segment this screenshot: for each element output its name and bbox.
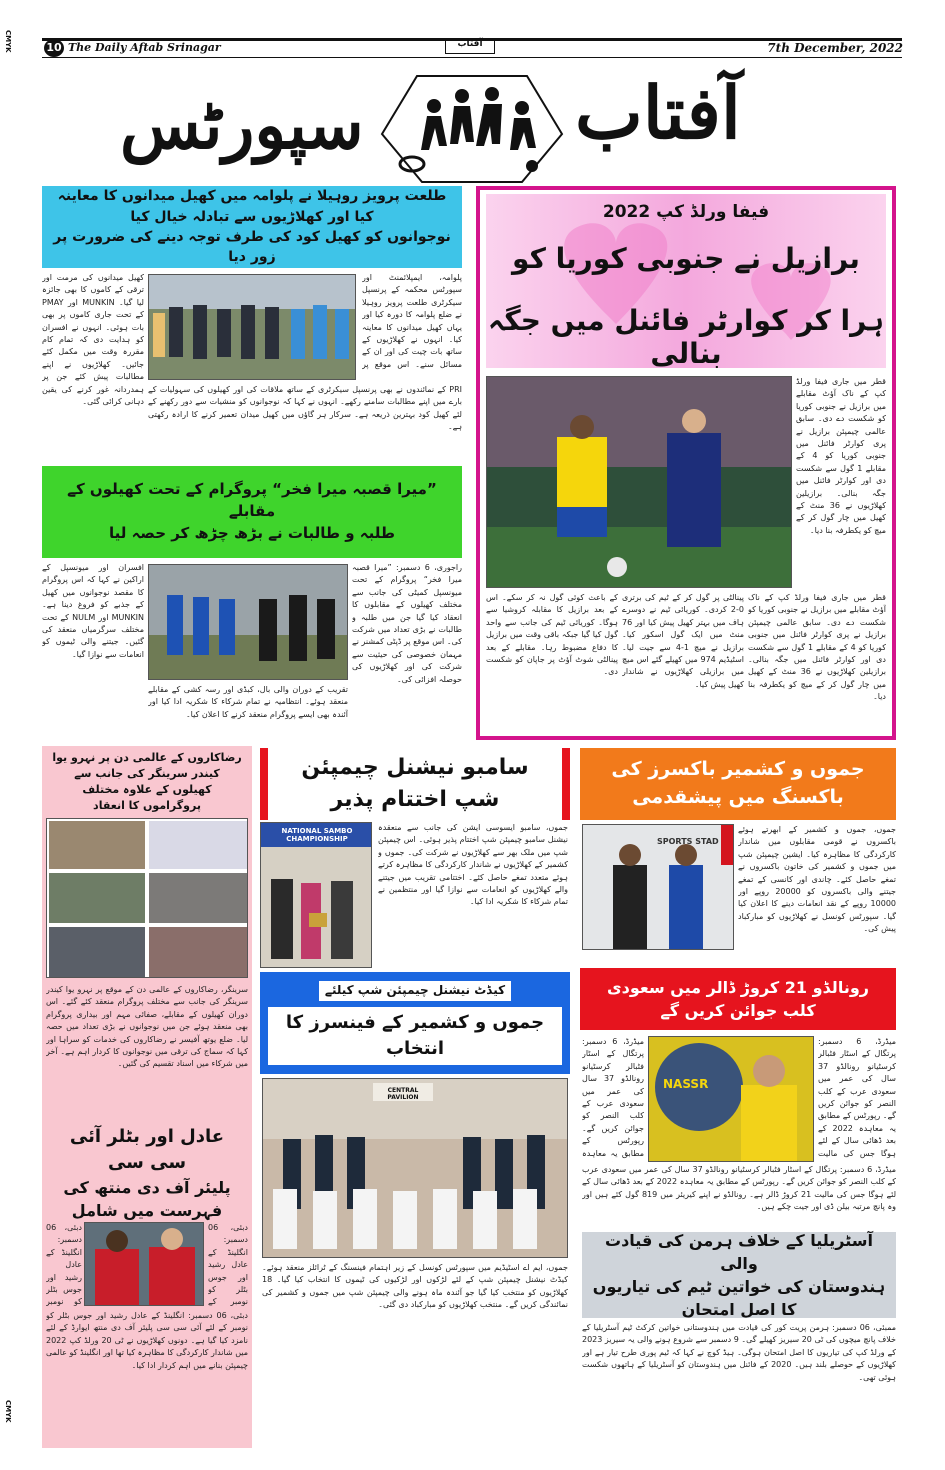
issue-date: 7th December, 2022 <box>767 41 903 55</box>
boxing-photo <box>582 824 734 950</box>
cadet-sign: CENTRAL PAVILION <box>387 1087 419 1101</box>
cadet-headline-banner <box>260 972 570 1074</box>
cadet-body: جموں، ایم اے اسٹیڈیم میں سپورٹس کونسل کے زیر اہتمام فینسنگ کے ٹرائلز منعقد ہوئے۔ کیڈٹ نیشنل چیمپئن شپ کے لئے لڑکوں اور لڑکیوں کی ٹیموں کا انتخاب کیا گیا۔ 18 کھلاڑیوں کو منتخب کیا گیا جو آئندہ ماہ ہونے والی چیمپئن شپ میں جموں و کشمیر کی نمائندگی کریں گے۔ منتخب کھلاڑیوں کو مبارکباد دی گئی۔ <box>262 1263 568 1310</box>
adil-headline-1: عادل اور بٹلر آئی سی سی <box>69 1125 225 1173</box>
fifa-col-left: کے باعث کوئی گول نہ کر سکے۔ اس کے بعد برازیل کا مقابلہ کروشیا سے ہوگا۔ کوریائی ٹیم کی جانب سے واحد گول کیا گیا جبکہ باقی وقت میں برازیل کا دفاع مضبوط رہا۔ مقابلے کے بعد پینالٹی شوٹ آؤٹ پر جاپان کو شکست دی۔ <box>486 593 618 677</box>
fifa-col-right-bottom: قطر میں جاری فیفا ورلڈ کپ کے ناک آؤٹ مقابلے میں برازیل نے جنوبی کوریا کو شکست دے دی۔ سابق عالمی چیمپئن برازیل نے پری کوارٹر فائنل میں جنوبی کوریا کو 4 کے مقابلے 1 گول سے شکست دی اور کوارٹر فائنل میں جگہ بنالی۔ برازیلین کھلاڑیوں نے 36 منٹ کے کھیل میں چار گول کر کے میچ کو یکطرفہ بنا دیا۔ <box>748 593 886 702</box>
fifa-col-mid: پینالٹی پر گول کر کے ٹیم کی برتری 0-2 کردی۔ کوریائی ٹیم نے دوسرے ہاف میں بہتر کھیل پیش کیا اور 76 منٹ میں ایک گول اسکور کیا۔ برازیل نے میچ 1-4 سے جیت لیا۔ اسٹیڈیم 974 میں کھیلے گئے اس میچ میں برازیلی کھلاڑیوں نے شاندار کھیل پیش کیا۔ <box>622 593 744 689</box>
australia-headline-2: ہندوستان کی خواتین ٹیم کی تیاریوں کا اصل امتحان <box>592 1277 886 1320</box>
pulwama-headline-1: طلعت پرویز روہیلا نے پلوامہ میں کھیل میدانوں کا معاینہ کیا اور کھلاڑیوں سے تبادلہ خیال کیا <box>57 188 447 225</box>
sambo-banner-text: NATIONAL SAMBO CHAMPIONSHIP <box>281 827 353 843</box>
volunteers-headline <box>44 750 250 814</box>
cadet-kicker: کیڈٹ نیشنل چیمپئن شپ کیلئے <box>319 981 511 1000</box>
pulwama-col-right: پلوامہ، ایمپلائمنٹ اور سپورٹس محکمہ کے پرنسپل سیکرٹری طلعت پرویز روہیلا نے ضلع پلوامہ کا دورہ کیا اور یہاں کھیل میدانوں کا معاینہ کیا۔ انہوں نے کھلاڑیوں کے ساتھ بات چیت کی اور ان کے مسائل سنے۔ اس موقع پر <box>362 273 462 369</box>
australia-headline-1: آسٹریلیا کے خلاف ہرمن کی قیادت والی <box>604 1230 873 1273</box>
australia-headline-banner <box>582 1232 896 1318</box>
meer-qasba-headline-2: طلبہ و طالبات نے بڑھ چڑھ کر حصہ لیا <box>109 523 395 542</box>
ronaldo-body-left: میڈرڈ، 6 دسمبر: پرتگال کے اسٹار فٹبالر کرسٹیانو رونالڈو 37 سال کی عمر میں سعودی عرب کے کلب النصر کو جوائن کریں گے۔ رپورٹس کے مطابق یہ معاہدہ <box>582 1037 644 1158</box>
sambo-headline-banner <box>260 748 570 820</box>
nassr-badge: NASSR <box>663 1077 709 1091</box>
pulwama-photo <box>148 274 356 380</box>
adil-body-side-left: دبئی، 06 دسمبر: انگلینڈ کے عادل رشید اور جوس بٹلر کو نومبر <box>46 1223 82 1306</box>
pulwama-col-left: کھیل میدانوں کی مرمت اور ترقی کے کاموں کا بھی جائزہ لیا گیا۔ MUNKIN اور PMAY کے تحت جاری کاموں پر بھی بات ہوئی۔ انہوں نے افسران کو ہدایت دی کہ تمام کام مقررہ وقت میں مکمل کئے جائیں۔ کھلاڑیوں نے اپنے مطالبات پیش کئے جن پر ہمدردانہ غور کرنے کی یقین دہانی کرائی گئی۔ <box>42 273 144 406</box>
pulwama-headline-2: نوجوانوں کو کھیل کود کی طرف توجہ دینے کی ضرورت پر زور دیا <box>53 229 451 266</box>
sports-logo <box>372 64 572 188</box>
ronaldo-body: میڈرڈ، 6 دسمبر: پرتگال کے اسٹار فٹبالر کرسٹیانو رونالڈو 37 سال کی عمر میں سعودی عرب کے کلب النصر کو جوائن کریں گے۔ رپورٹس کے مطابق یہ معاہدہ 2022 کے بعد ڈھائی سال کے لئے ہوگا جس کی مالیت 21 کروڑ ڈالر ہے۔ رونالڈو نے اپنے کیریئر میں 819 گول کئے ہیں اور وہ پانچ مرتبہ بیلن ڈی اور جیت چکے ہیں۔ <box>582 1165 896 1212</box>
sambo-photo <box>260 822 372 968</box>
publication-name: The Daily Aftab Srinagar <box>68 41 221 54</box>
cmyk-mark: CMYK <box>4 30 12 53</box>
australia-body: ممبئی، 06 دسمبر: ہرمن پریت کور کی قیادت میں ہندوستانی خواتین کرکٹ ٹیم آسٹریلیا کے خلاف پانچ میچوں کی ٹی 20 سیریز کھیلے گی۔ 9 دسمبر سے شروع ہونے والی یہ سیریز 2023 کے ورلڈ کپ کی تیاریوں کا اصل امتحان ہوگی۔ ہیڈ کوچ نے کہا کہ ٹیم پوری طرح تیار ہے اور کھلاڑیوں کے حوصلے بلند ہیں۔ 2020 کے فائنل میں ہندوستان کو آسٹریلیا کے ہاتھوں شکست ہوئی تھی۔ <box>582 1323 896 1382</box>
adil-headline <box>44 1125 250 1221</box>
boxing-sign: SPORTS STAD <box>657 837 719 846</box>
adil-headline-2: پلیئر آف دی منتھ کی فہرست میں شامل <box>63 1177 231 1221</box>
page-number: 10 <box>44 39 64 57</box>
meer-qasba-col-bottom: تقریب کے دوران والی بال، کبڈی اور رسہ کشی کے مقابلے منعقد ہوئے۔ انتظامیہ نے تمام شرکاء کا شکریہ ادا کیا اور آئندہ بھی ایسے پروگرام منعقد کرنے کا اعلان کیا۔ <box>148 685 348 719</box>
fifa-col-right: قطر میں جاری فیفا ورلڈ کپ کے ناک آؤٹ مقابلے میں برازیل نے جنوبی کوریا کو شکست دے دی۔ سابق عالمی چیمپئن برازیل نے پری کوارٹر فائنل میں جنوبی کوریا کو 4 کے مقابلے 1 گول سے شکست دی اور کوارٹر فائنل میں جگہ بنالی۔ برازیلین کھلاڑیوں نے 36 منٹ کے کھیل میں چار گول کر کے میچ کو یکطرفہ بنا دیا۔ <box>796 377 886 535</box>
adil-body-side: دبئی، 06 دسمبر: انگلینڈ کے عادل رشید اور جوس بٹلر کو نومبر کے <box>208 1223 248 1306</box>
pulwama-headline-banner <box>42 186 462 268</box>
cadet-photo <box>262 1078 568 1258</box>
meer-qasba-photo <box>148 564 348 680</box>
ronaldo-headline-banner <box>580 968 896 1030</box>
fifa-match-photo <box>486 376 792 588</box>
masthead-aftab: آفتاب <box>575 70 741 155</box>
volunteers-headline-1: رضاکاروں کے عالمی دن پر نہرو یوا کیندر سرینگر کی جانب سے <box>52 751 242 781</box>
fifa-headline-2: ہرا کر کوارٹر فائنل میں جگہ بنالی <box>488 304 884 370</box>
meer-qasba-banner <box>42 466 462 558</box>
mini-logo: آفتاب <box>445 38 495 54</box>
ronaldo-headline: رونالڈو 21 کروڑ ڈالر میں سعودی کلب جوائن کریں گے <box>607 977 869 1020</box>
pulwama-col-bottom: PRI کے نمائندوں نے بھی پرنسپل سیکرٹری کے ساتھ ملاقات کی اور کھیلوں کی سہولیات کے بارے میں اپنے مطالبات سامنے رکھے۔ انہوں نے کہا کہ نوجوانوں کو منشیات سے دور رکھنے کے لئے کھیل کود بہترین ذریعہ ہے۔ سرکار ہر گاؤں میں کھیل میدان تعمیر کرنے کا ارادہ رکھتی ہے۔ <box>148 385 462 432</box>
masthead-sports: سپورٹس <box>120 86 364 164</box>
adil-body: دبئی، 06 دسمبر: انگلینڈ کے عادل رشید اور جوس بٹلر کو نومبر کے لئے آئی سی سی پلیئر آف دی منتھ ایوارڈ کے لئے نامزد کیا گیا ہے۔ دونوں کھلاڑیوں نے ٹی 20 ورلڈ کپ 2022 میں شاندار کارکردگی کا مظاہرہ کیا تھا اور انگلینڈ کو عالمی چیمپئن بنانے میں اہم کردار ادا کیا۔ <box>46 1311 248 1370</box>
ronaldo-body-right: میڈرڈ، 6 دسمبر: پرتگال کے اسٹار فٹبالر کرسٹیانو رونالڈو 37 سال کی عمر میں سعودی عرب کے کلب النصر کو جوائن کریں گے۔ رپورٹس کے مطابق یہ معاہدہ 2022 کے بعد ڈھائی سال کے لئے ہوگا جس کی مالیت <box>818 1037 896 1158</box>
cmyk-mark-bottom: CMYK <box>4 1400 12 1423</box>
fifa-kicker: فیفا ورلڈ کپ 2022 <box>602 202 770 222</box>
adil-butler-photo <box>84 1222 204 1306</box>
boxing-body: جموں، جموں و کشمیر کے ابھرتے ہوئے باکسروں نے قومی مقابلوں میں شاندار کارکردگی کا مظاہرہ کیا۔ ایشین چیمپئن شپ میں جموں و کشمیر کی خاتون باکسروں نے تمغے حاصل کئے۔ چاندی اور کانسی کے تمغے جیتنے والی باکسروں کو 20000 روپے اور 10000 روپے کے نقد انعامات دینے کا اعلان کیا گیا۔ سپورٹس کونسل نے کھلاڑیوں کو مبارکباد پیش کی۔ <box>738 825 896 934</box>
boxing-headline: جموں و کشمیر باکسرز کی باکسنگ میں پیشقدمی <box>611 758 865 808</box>
cadet-headline: جموں و کشمیر کے فینسرز کا انتخاب <box>268 1007 562 1065</box>
meer-qasba-col-right: راجوری، 6 دسمبر: ”میرا قصبہ میرا فخر“ پروگرام کے تحت میونسپل کمیٹی کی جانب سے مختلف کھیلوں کے مقابلوں کا انعقاد کیا گیا جن میں طلبہ و طالبات نے بڑی تعداد میں شرکت کی۔ اس موقع پر ڈپٹی کمشنر نے مہمان خصوصی کی حیثیت سے شرکت کی اور کھلاڑیوں کی حوصلہ افزائی کی۔ <box>352 563 462 684</box>
volunteers-body: سرینگر، رضاکاروں کے عالمی دن کے موقع پر نہرو یوا کیندر سرینگر کی جانب سے مختلف پروگرام منعقد کئے گئے۔ اس دوران کھیلوں کے مقابلے، صفائی مہم اور بیداری پروگرام بھی منعقد ہوئے جن میں نوجوانوں نے بڑی تعداد میں حصہ لیا۔ ضلع یوتھ آفیسر نے رضاکاروں کی خدمات کو سراہا اور کہا کہ سماج کی ترقی میں نوجوانوں کا کردار اہم ہے۔ آخر میں شرکاء میں اسناد تقسیم کی گئیں۔ <box>46 985 248 1069</box>
ronaldo-photo <box>648 1036 814 1162</box>
sambo-body: جموں، سامبو ایسوسی ایشن کی جانب سے منعقدہ نیشنل سامبو چیمپئن شپ اختتام پذیر ہوئی۔ اس چیمپئن شپ میں ملک بھر سے کھلاڑیوں نے شرکت کی۔ جموں و کشمیر کے کھلاڑیوں نے شاندار کارکردگی کا مظاہرہ کرتے ہوئے متعدد تمغے حاصل کئے۔ اختتامی تقریب میں جیتنے والے کھلاڑیوں کو انعامات سے نوازا گیا اور منتظمین نے تمام شرکاء کا شکریہ ادا کیا۔ <box>378 823 568 907</box>
volunteers-headline-2: کھیلوں کے علاوہ مختلف پروگراموں کا انعقاد <box>82 783 212 812</box>
volunteers-photo-collage <box>46 818 248 978</box>
fifa-headline-banner <box>486 194 886 368</box>
sambo-headline: سامبو نیشنل چیمپئن شپ اختتام پذیر <box>268 746 562 822</box>
meer-qasba-col-left: افسران اور میونسپل کے اراکین نے کہا کہ اس پروگرام کا مقصد نوجوانوں میں کھیل کے جذبے کو فروغ دینا ہے۔ MUNKIN اور NULM کے تحت مختلف سرگرمیاں منعقد کی گئیں۔ جیتنے والی ٹیموں کو انعامات سے نوازا گیا۔ <box>42 563 144 659</box>
boxing-headline-banner <box>580 748 896 820</box>
meer-qasba-headline-1: ”میرا قصبہ میرا فخر“ پروگرام کے تحت کھیلوں کے مقابلے <box>67 480 437 521</box>
fifa-headline-1: برازیل نے جنوبی کوریا کو <box>512 242 860 275</box>
